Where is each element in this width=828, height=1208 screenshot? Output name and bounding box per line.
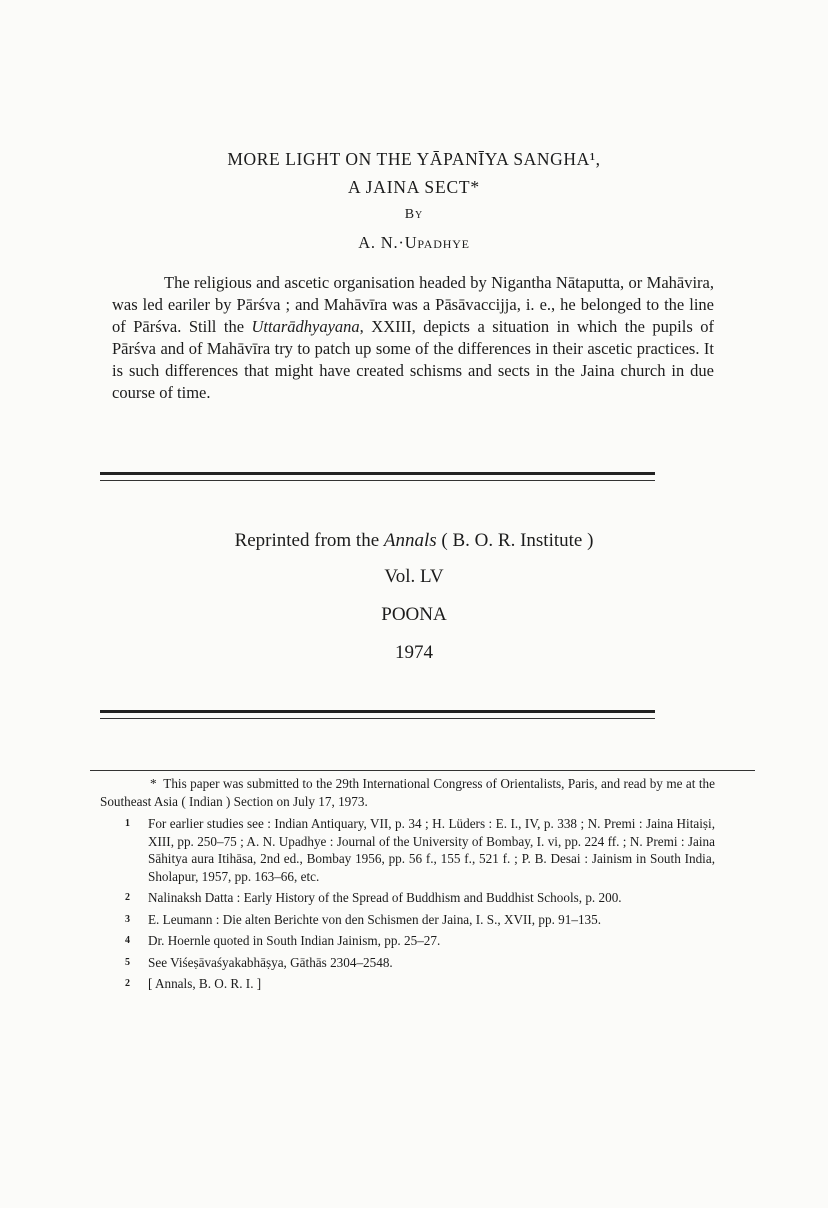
footnote-star-mark: * — [150, 776, 157, 791]
footnote-3 — [100, 911, 715, 929]
title-block — [0, 145, 828, 257]
reprint-line — [0, 530, 828, 552]
divider-top-thin — [100, 480, 655, 481]
footnote-4 — [100, 932, 715, 950]
intro-paragraph — [112, 272, 714, 404]
reprint-prefix: Reprinted from the — [234, 530, 384, 551]
reprint-institute: ( B. O. R. Institute ) — [436, 530, 594, 551]
footnote-5 — [100, 954, 715, 972]
divider-bottom-thin — [100, 718, 655, 719]
author-name: A. N.·Upadhye — [358, 233, 470, 252]
footnote-num: 3 — [125, 913, 130, 925]
footnote-star-text: This paper was submitted to the 29th International Congress of Orientalists, Paris, and read by me at the Southeast Asia ( Indian ) Section on July 17, 1973. — [100, 776, 715, 809]
footnote-num: 4 — [125, 935, 130, 946]
footnote-num: 2 — [125, 892, 130, 903]
divider-top-thick — [100, 472, 655, 475]
reprint-volume: Vol. LV — [384, 566, 444, 587]
footnote-num: 5 — [125, 956, 130, 968]
footnote-text: Nalinaksh Datta : Early History of the Spread of Buddhism and Buddhist Schools, p. 200. — [148, 890, 622, 905]
footnote-star — [100, 775, 715, 810]
footnote-text: See Viśeṣāvaśyakabhāṣya, Gāthās 2304–2548. — [148, 954, 393, 970]
reprint-place: POONA — [381, 604, 447, 625]
divider-bottom-thick — [100, 710, 655, 713]
footnote-text: For earlier studies see : Indian Antiquary, VII, p. 34 ; H. Lüders : E. I., IV, p. 338 ; N. Premi : Jaina Hitaiṣi, XIII, pp. 250–75 ; A. N. Upadhye : Journal of the University of Bombay, I. vi, pp. 224 ff. ; N. Premi : Jaina Sāhitya aura Itihāsa, 2nd ed., Bombay 1956, pp. 56 f., 155 f., 521 f. ; P. B. Desai : Jainism in South India, Sholapur, 1957, pp. 163–66, etc. — [148, 816, 715, 884]
footnote-1 — [100, 815, 715, 885]
paper-title: MORE LIGHT ON THE YĀPANĪYA SANGHA¹, — [227, 149, 601, 169]
paper-subtitle: A JAINA SECT* — [348, 177, 480, 197]
footnotes — [100, 775, 715, 997]
reprint-annals: Annals — [383, 530, 437, 551]
intro-work-title: Uttarādhyayana — [251, 317, 360, 336]
signature-mark: 2 — [125, 978, 130, 989]
footnote-separator — [90, 770, 755, 771]
footnote-2 — [100, 889, 715, 907]
by-label: By — [404, 207, 424, 222]
footnote-text: E. Leumann : Die alten Berichte von den Schismen der Jaina, I. S., XVII, pp. 91–135. — [148, 911, 602, 927]
signature-text: [ Annals, B. O. R. I. ] — [148, 976, 262, 991]
footnote-text: Dr. Hoernle quoted in South Indian Jainism, pp. 25–27. — [148, 933, 441, 948]
intro-text-2: , XXIII, depicts a situation in which the pupils of Pārśva and of Mahāvīra try to patch up some of the differences in their ascetic practices. It is such differences that might have created schisms and sects in the Jaina church in due course of time. — [112, 317, 714, 402]
intro-text-1: The religious and ascetic organisation headed by Nigantha Nātaputta, or Mahāvira, was led eariler by Pārśva ; and Mahāvīra was a Pāsāvaccijja, i. e., he belonged to the line of Pārśva. Still the — [112, 273, 714, 336]
footnote-num: 1 — [125, 818, 130, 829]
reprint-year: 1974 — [395, 642, 433, 663]
journal-signature — [100, 975, 715, 993]
